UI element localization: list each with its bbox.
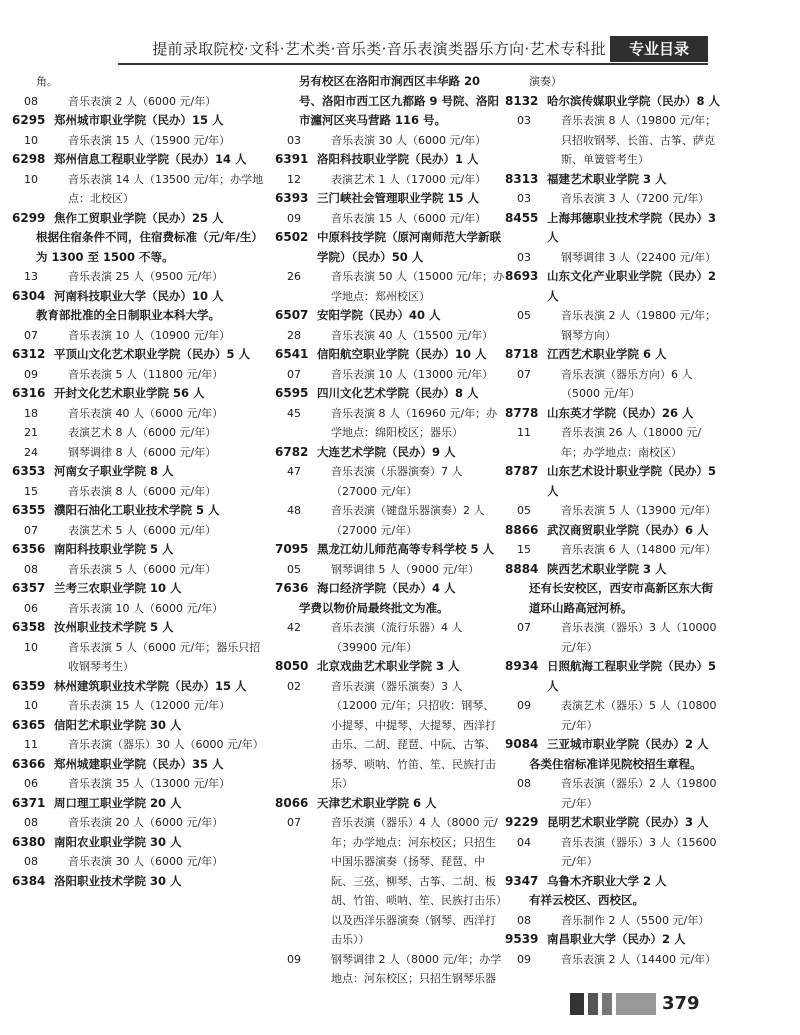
- entry-inst: [12, 462, 270, 482]
- institution-code: 8313: [505, 171, 539, 186]
- institution-code: 6304: [12, 288, 46, 303]
- major-code: 26: [287, 270, 301, 283]
- major-detail: 音乐表演 15 人（12000 元/年）: [68, 699, 231, 712]
- entry-major: [12, 326, 270, 346]
- entry-inst: [505, 170, 720, 190]
- entry-major: [275, 131, 505, 151]
- major-detail: 表演艺术 5 人（6000 元/年）: [68, 523, 217, 537]
- major-detail: 音乐表演 5 人（6000 元/年）: [68, 562, 217, 576]
- entry-inst: [12, 287, 270, 307]
- entry-inst: [275, 345, 505, 365]
- entry-major: [505, 423, 720, 462]
- major-detail: 音乐表演 15 人（6000 元/年）: [331, 211, 487, 225]
- institution-code: 6355: [12, 503, 46, 517]
- major-code: 09: [24, 367, 38, 381]
- entry-major: [275, 462, 505, 501]
- major-detail: 音乐表演 30 人（6000 元/年）: [68, 855, 224, 868]
- major-code: 07: [517, 367, 531, 381]
- entry-note: 各类住宿标准详见院校招生章程。: [529, 756, 702, 771]
- entry-inst: [505, 560, 720, 580]
- major-code: 08: [517, 777, 531, 790]
- major-detail: 表演艺术 8 人（6000 元/年）: [68, 426, 217, 439]
- entry-major: [12, 560, 270, 580]
- entry-inst: [12, 501, 270, 521]
- major-code: 07: [287, 816, 301, 829]
- major-code: 07: [24, 328, 38, 342]
- institution-code: 8934: [505, 659, 539, 673]
- major-detail: 音乐表演 3 人（7200 元/年）: [561, 192, 710, 205]
- entry-inst: [12, 716, 270, 736]
- major-code: 08: [517, 913, 531, 927]
- entry-major: [505, 774, 720, 813]
- institution-name: 北京戏曲艺术职业学院 3 人: [317, 659, 460, 673]
- column-1: [12, 72, 270, 891]
- major-code: 03: [517, 250, 531, 264]
- major-detail: 钢琴调律 8 人（6000 元/年）: [68, 445, 217, 459]
- institution-code: 9229: [505, 815, 539, 829]
- entry-inst: [275, 540, 505, 560]
- major-code: 05: [517, 504, 531, 517]
- major-code: 45: [287, 406, 301, 420]
- entry-inst: [12, 209, 270, 229]
- major-code: 09: [517, 952, 531, 966]
- entry-note: [505, 579, 720, 618]
- entry-inst: [12, 794, 270, 814]
- major-detail: 音乐表演（器乐）2 人（19800 元/年）: [561, 777, 717, 810]
- major-detail: 音乐表演 2 人（19800 元/年；钢琴方向）: [561, 309, 717, 342]
- major-detail: 音乐表演 5 人（11800 元/年）: [68, 367, 224, 381]
- entry-major: [12, 131, 270, 151]
- major-code: 04: [517, 835, 531, 849]
- institution-code: 6359: [12, 678, 46, 693]
- entry-major: [275, 209, 505, 229]
- entry-inst: [505, 462, 720, 501]
- major-code: 03: [287, 133, 301, 147]
- institution-code: 6502: [275, 230, 309, 244]
- entry-note: [12, 228, 270, 267]
- major-code: 10: [24, 133, 38, 147]
- institution-code: 6365: [12, 717, 46, 732]
- major-detail: 音乐表演 6 人（14800 元/年）: [561, 543, 717, 556]
- entry-note: 角。: [36, 75, 58, 88]
- institution-name: 哈尔滨传媒职业学院（民办）8 人: [547, 93, 721, 108]
- major-code: 11: [24, 738, 38, 751]
- institution-name: 南昌职业大学（民办）2 人: [547, 932, 686, 946]
- institution-name: 黑龙江幼儿师范高等专科学校 5 人: [317, 542, 495, 556]
- institution-name: 江西艺术职业学院 6 人: [547, 347, 667, 361]
- institution-name: 洛阳职业技术学院 30 人: [54, 873, 182, 888]
- entry-major: [12, 774, 270, 794]
- entry-inst: [12, 618, 270, 638]
- entry-major: [275, 365, 505, 385]
- entry-major: [505, 950, 720, 970]
- entry-note: [275, 72, 505, 131]
- major-code: 10: [24, 640, 38, 654]
- institution-name: 周口理工职业学院 20 人: [54, 795, 182, 810]
- footer-decoration: [570, 993, 658, 1015]
- major-code: 28: [287, 328, 301, 342]
- entry-major: [275, 267, 505, 306]
- institution-code: 8132: [505, 93, 539, 108]
- institution-name: 乌鲁木齐职业大学 2 人: [547, 873, 667, 888]
- entry-major: [505, 696, 720, 735]
- entry-major: [275, 813, 505, 950]
- institution-name: 兰考三农职业学院 10 人: [54, 581, 182, 595]
- major-detail: 音乐表演 20 人（6000 元/年）: [68, 816, 224, 829]
- entry-note: [505, 755, 720, 775]
- major-detail: 音乐表演（器乐）3 人（10000 元/年）: [561, 621, 717, 654]
- major-detail: 音乐表演（流行乐器）4 人（39900 元/年）: [331, 621, 463, 654]
- major-code: 09: [287, 211, 301, 225]
- major-code: 07: [287, 367, 301, 381]
- entry-inst: [12, 150, 270, 170]
- major-detail: 音乐表演 10 人（10900 元/年）: [68, 328, 231, 342]
- major-code: 24: [24, 445, 38, 459]
- institution-code: 8050: [275, 659, 309, 673]
- institution-code: 8884: [505, 561, 539, 576]
- institution-name: 汝州职业技术学院 5 人: [54, 620, 174, 634]
- entry-major: [12, 170, 270, 209]
- footer-bar: [602, 993, 612, 1015]
- footer-bar: [616, 993, 656, 1015]
- entry-inst: [12, 872, 270, 892]
- entry-major: [12, 443, 270, 463]
- major-detail: 音乐表演（器乐演奏）3 人（12000 元/年；只招收：钢琴、小提琴、中提琴、大提琴、西洋打击乐、二胡、琵琶、中阮、古筝、扬琴、唢呐、竹笛、笙、民族打击乐）: [331, 679, 496, 790]
- major-code: 10: [24, 172, 38, 186]
- major-code: 48: [287, 504, 301, 517]
- entry-major: [505, 618, 720, 657]
- major-detail: 音乐表演（键盘乐器演奏）2 人（27000 元/年）: [331, 504, 485, 537]
- entry-major: [12, 482, 270, 502]
- entry-inst: [12, 111, 270, 131]
- entry-inst: [12, 579, 270, 599]
- major-code: 10: [24, 699, 38, 712]
- page-header: [118, 34, 708, 64]
- entry-note: [505, 891, 720, 911]
- entry-major: [275, 560, 505, 580]
- major-detail: 音乐表演 26 人（18000 元/年；办学地点：南校区）: [561, 426, 702, 459]
- entry-major: [505, 911, 720, 931]
- institution-code: 8455: [505, 210, 539, 225]
- institution-name: 郑州信息工程职业学院（民办）14 人: [54, 152, 247, 166]
- institution-code: 6356: [12, 542, 46, 556]
- institution-name: 大连艺术学院（民办）9 人: [317, 444, 456, 459]
- entry-inst: [505, 813, 720, 833]
- institution-name: 平顶山文化艺术职业学院（民办）5 人: [54, 347, 251, 361]
- major-detail: 音乐表演（器乐方向）6 人（5000 元/年）: [561, 367, 693, 400]
- major-code: 09: [517, 699, 531, 712]
- entry-major: [12, 735, 270, 755]
- institution-code: 6595: [275, 386, 309, 400]
- institution-name: 濮阳石油化工职业技术学院 5 人: [54, 503, 220, 517]
- entry-major: [505, 248, 720, 268]
- entry-cont: [505, 72, 720, 92]
- institution-code: 8693: [505, 269, 539, 283]
- institution-code: 9539: [505, 932, 539, 946]
- institution-code: 6393: [275, 191, 309, 205]
- entry-inst: [505, 930, 720, 950]
- entry-inst: [275, 384, 505, 404]
- institution-name: 山东英才学院（民办）26 人: [547, 405, 694, 420]
- institution-code: 7636: [275, 581, 309, 595]
- entry-major: [12, 638, 270, 677]
- institution-code: 6357: [12, 581, 46, 595]
- entry-major: [505, 365, 720, 404]
- entry-major: [275, 501, 505, 540]
- entry-major: [275, 326, 505, 346]
- institution-name: 三亚城市职业学院（民办）2 人: [547, 737, 709, 751]
- institution-code: 6358: [12, 620, 46, 634]
- entry-inst: [12, 833, 270, 853]
- major-detail: 音乐表演（乐器演奏）7 人（27000 元/年）: [331, 465, 463, 498]
- institution-name: 日照航海工程职业学院（民办）5 人: [547, 659, 716, 693]
- major-detail: 音乐表演（器乐）30 人（6000 元/年）: [68, 738, 264, 751]
- major-code: 03: [517, 114, 531, 127]
- major-code: 05: [287, 562, 301, 576]
- entry-note: [12, 306, 270, 326]
- major-code: 07: [517, 621, 531, 634]
- major-detail: 钢琴调律 2 人（8000 元/年；办学地点：河东校区；只招生钢琴乐器: [331, 952, 502, 985]
- institution-name: 安阳学院（民办）40 人: [317, 308, 441, 322]
- footer-bar: [588, 993, 598, 1015]
- institution-code: 7095: [275, 542, 309, 556]
- institution-code: 6371: [12, 795, 46, 810]
- header-title: 提前录取院校·文科·艺术类·音乐类·音乐表演类器乐方向·艺术专科批: [152, 40, 606, 58]
- institution-code: 6507: [275, 308, 309, 322]
- institution-code: 6380: [12, 834, 46, 849]
- entry-inst: [275, 306, 505, 326]
- major-detail: 音乐表演 10 人（13000 元/年）: [331, 367, 494, 381]
- major-code: 11: [517, 426, 531, 439]
- major-detail: 钢琴调律 5 人（9000 元/年）: [331, 562, 480, 576]
- major-detail: 音乐表演 40 人（15500 元/年）: [331, 328, 494, 342]
- major-code: 05: [517, 309, 531, 322]
- major-detail: 音乐制作 2 人（5500 元/年）: [561, 913, 710, 927]
- institution-name: 开封文化艺术职业学院 56 人: [54, 386, 205, 400]
- institution-code: 9084: [505, 737, 539, 751]
- institution-code: 8718: [505, 347, 539, 361]
- institution-name: 山东文化产业职业学院（民办）2 人: [547, 269, 716, 303]
- entry-inst: [505, 267, 720, 306]
- major-code: 42: [287, 621, 301, 634]
- entry-major: [275, 677, 505, 794]
- institution-name: 焦作工贸职业学院（民办）25 人: [54, 210, 224, 225]
- entry-inst: [505, 345, 720, 365]
- major-detail: 音乐表演 5 人（6000 元/年；器乐只招收钢琴考生）: [68, 640, 261, 673]
- major-detail: 音乐表演 8 人（6000 元/年）: [68, 484, 217, 498]
- institution-code: 8787: [505, 464, 539, 478]
- major-detail: 表演艺术 1 人（17000 元/年）: [331, 172, 487, 186]
- major-detail: 表演艺术（器乐）5 人（10800 元/年）: [561, 699, 717, 732]
- entry-inst: [12, 345, 270, 365]
- column-3: [505, 72, 720, 969]
- major-code: 15: [517, 543, 531, 556]
- entry-inst: [505, 735, 720, 755]
- institution-code: 6299: [12, 210, 46, 225]
- entry-inst: [12, 540, 270, 560]
- institution-name: 信阳艺术职业学院 30 人: [54, 717, 182, 732]
- entry-inst: [505, 657, 720, 696]
- entry-inst: [12, 384, 270, 404]
- entry-major: [12, 267, 270, 287]
- entry-inst: [275, 443, 505, 463]
- institution-name: 上海邦德职业技术学院（民办）3 人: [547, 210, 716, 244]
- institution-code: 6391: [275, 152, 309, 166]
- entry-major: [12, 599, 270, 619]
- entry-major: [12, 365, 270, 385]
- entry-note: 教育部批准的全日制职业本科大学。: [36, 308, 220, 322]
- entry-major: [505, 833, 720, 872]
- entry-inst: [275, 794, 505, 814]
- entry-major: [505, 540, 720, 560]
- institution-name: 中原科技学院（原河南师范大学新联学院）（民办）50 人: [317, 230, 501, 264]
- institution-name: 福建艺术职业学院 3 人: [547, 171, 667, 186]
- major-detail: 音乐表演 25 人（9500 元/年）: [68, 270, 224, 283]
- entry-inst: [505, 92, 720, 112]
- column-2: [275, 72, 505, 989]
- major-code: 06: [24, 601, 38, 615]
- institution-code: 6541: [275, 347, 309, 361]
- entry-inst: [275, 657, 505, 677]
- entry-major: [505, 501, 720, 521]
- major-code: 06: [24, 777, 38, 790]
- entry-major: [12, 404, 270, 424]
- footer-bar: [570, 993, 584, 1015]
- institution-code: 6295: [12, 113, 46, 127]
- major-code: 08: [24, 855, 38, 868]
- institution-name: 武汉商贸职业学院（民办）6 人: [547, 522, 709, 537]
- entry-major: [275, 618, 505, 657]
- entry-major: [12, 852, 270, 872]
- institution-name: 洛阳科技职业学院（民办）1 人: [317, 152, 479, 166]
- institution-name: 三门峡社会管理职业学院 15 人: [317, 191, 480, 205]
- institution-name: 南阳农业职业学院 30 人: [54, 834, 182, 849]
- major-detail: 音乐表演 35 人（13000 元/年）: [68, 777, 231, 790]
- entry-major: [12, 423, 270, 443]
- entry-note: 演奏）: [529, 75, 562, 88]
- entry-inst: [12, 755, 270, 775]
- major-detail: 音乐表演（器乐）4 人（8000 元/年；办学地点：河东校区；只招生中国乐器演奏（扬琴、琵琶、中阮、三弦、柳琴、古筝、二胡、板胡、竹笛、唢呐、笙、民族打击乐）以及西洋乐器演奏（钢琴、西洋打击乐））: [331, 816, 502, 946]
- entry-major: [12, 521, 270, 541]
- major-code: 18: [24, 406, 38, 420]
- institution-code: 6312: [12, 347, 46, 361]
- major-code: 08: [24, 94, 38, 108]
- institution-name: 四川文化艺术学院（民办）8 人: [317, 386, 479, 400]
- entry-inst: [275, 189, 505, 209]
- entry-inst: [12, 677, 270, 697]
- institution-code: 6298: [12, 152, 46, 166]
- institution-name: 陕西艺术职业学院 3 人: [547, 561, 667, 576]
- entry-note: 根据住宿条件不同，住宿费标准（元/年/生）为 1300 至 1500 不等。: [36, 230, 263, 264]
- page-number: 379: [662, 993, 700, 1014]
- entry-major: [275, 950, 505, 989]
- major-code: 08: [24, 816, 38, 829]
- header-rule: [118, 63, 708, 65]
- institution-name: 昆明艺术职业学院（民办）3 人: [547, 815, 709, 829]
- major-detail: 音乐表演 50 人（15000 元/年；办学地点：郑州校区）: [331, 270, 505, 303]
- institution-code: 9347: [505, 873, 539, 888]
- institution-code: 6384: [12, 873, 46, 888]
- institution-code: 6316: [12, 386, 46, 400]
- institution-code: 8866: [505, 522, 539, 537]
- major-detail: 钢琴调律 3 人（22400 元/年）: [561, 250, 717, 264]
- institution-code: 6782: [275, 444, 309, 459]
- institution-name: 信阳航空职业学院（民办）10 人: [317, 347, 487, 361]
- institution-name: 郑州城市职业学院（民办）15 人: [54, 113, 224, 127]
- institution-name: 天津艺术职业学院 6 人: [317, 795, 437, 810]
- entry-inst: [505, 872, 720, 892]
- entry-inst: [275, 150, 505, 170]
- major-detail: 音乐表演 8 人（19800 元/年；只招收钢琴、长笛、古筝、萨克斯、单簧管考生）: [561, 114, 717, 166]
- entry-major: [505, 306, 720, 345]
- header-section-tag: 专业目录: [610, 36, 708, 62]
- major-code: 15: [24, 484, 38, 498]
- entry-inst: [505, 521, 720, 541]
- entry-inst: [505, 209, 720, 248]
- entry-note: 还有长安校区，西安市高新区东大街道环山路高冠河桥。: [529, 581, 713, 615]
- entry-major: [275, 170, 505, 190]
- institution-name: 海口经济学院（民办）4 人: [317, 581, 456, 595]
- institution-code: 8778: [505, 405, 539, 420]
- institution-name: 林州建筑职业技术学院（民办）15 人: [54, 678, 247, 693]
- entry-inst: [275, 579, 505, 599]
- institution-name: 南阳科技职业学院 5 人: [54, 542, 174, 556]
- major-detail: 音乐表演 15 人（15900 元/年）: [68, 133, 231, 147]
- major-detail: 音乐表演（器乐）3 人（15600 元/年）: [561, 835, 717, 868]
- entry-note: [275, 599, 505, 619]
- entry-inst: [505, 404, 720, 424]
- major-detail: 音乐表演 5 人（13900 元/年）: [561, 504, 717, 517]
- institution-name: 河南科技职业大学（民办）10 人: [54, 288, 224, 303]
- entry-major: [12, 696, 270, 716]
- major-detail: 音乐表演 10 人（6000 元/年）: [68, 601, 224, 615]
- major-code: 03: [517, 192, 531, 205]
- entry-major: [505, 111, 720, 170]
- major-code: 21: [24, 426, 38, 439]
- major-detail: 音乐表演 30 人（6000 元/年）: [331, 133, 487, 147]
- entry-note: 学费以物价局最终批文为准。: [299, 600, 449, 615]
- major-code: 13: [24, 270, 38, 283]
- entry-cont: [12, 72, 270, 92]
- major-code: 07: [24, 523, 38, 537]
- major-code: 47: [287, 465, 301, 478]
- major-code: 02: [287, 679, 301, 693]
- entry-major: [275, 404, 505, 443]
- entry-note: 另有校区在洛阳市涧西区丰华路 20 号、洛阳市西工区九都路 9 号院、洛阳市瀍河区夹马营路 116 号。: [299, 74, 500, 127]
- entry-major: [12, 813, 270, 833]
- major-code: 08: [24, 562, 38, 576]
- institution-code: 6353: [12, 464, 46, 478]
- institution-code: 8066: [275, 795, 309, 810]
- entry-note: 有祥云校区、西校区。: [529, 893, 644, 907]
- major-code: 12: [287, 172, 301, 186]
- institution-name: 山东艺术设计职业学院（民办）5 人: [547, 464, 716, 498]
- major-detail: 音乐表演 2 人（14400 元/年）: [561, 952, 717, 966]
- institution-name: 郑州城建职业学院（民办）35 人: [54, 756, 224, 771]
- major-code: 09: [287, 952, 301, 966]
- entry-inst: [275, 228, 505, 267]
- institution-code: 6366: [12, 756, 46, 771]
- major-detail: 音乐表演 14 人（13500 元/年；办学地点：北校区）: [68, 172, 264, 205]
- entry-major: [505, 189, 720, 209]
- major-detail: 音乐表演 8 人（16960 元/年；办学地点：绵阳校区；器乐）: [331, 406, 498, 439]
- entry-major: [12, 92, 270, 112]
- major-detail: 音乐表演 2 人（6000 元/年）: [68, 94, 217, 108]
- major-detail: 音乐表演 40 人（6000 元/年）: [68, 406, 224, 420]
- institution-name: 河南女子职业学院 8 人: [54, 464, 174, 478]
